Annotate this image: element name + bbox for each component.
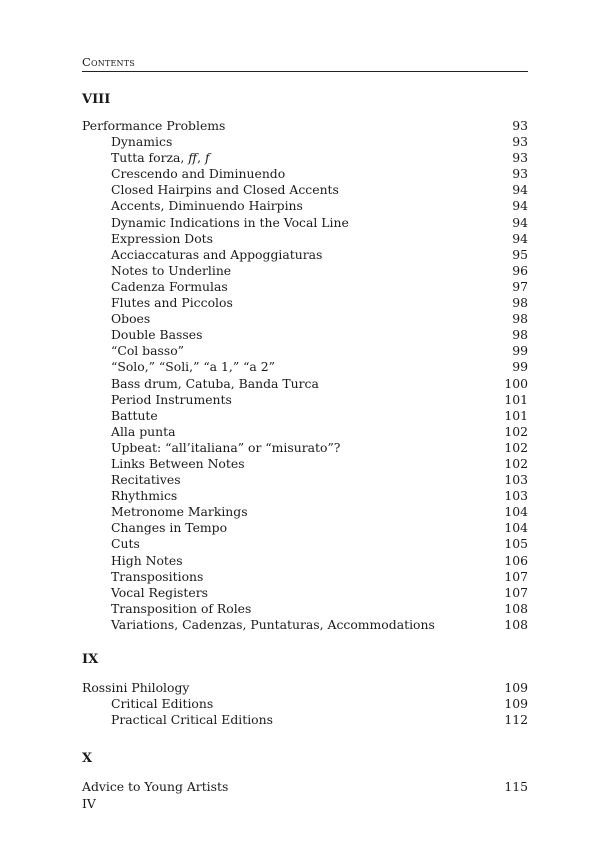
toc-entry[interactable] (82, 279, 528, 295)
toc-entry[interactable] (82, 134, 528, 150)
toc-entry[interactable] (82, 520, 528, 536)
toc-entry-title: Advice to Young Artists (82, 779, 229, 794)
toc-entry-page: 109 (504, 696, 528, 712)
toc-entry-title: Practical Critical Editions (111, 712, 273, 728)
section-viii (82, 91, 528, 633)
toc-entry-page: 112 (504, 712, 528, 728)
toc-entry-title: “Col basso” (111, 343, 185, 359)
toc-entry-page: 102 (504, 455, 528, 471)
toc-entry-page: 93 (512, 118, 528, 133)
toc-entry[interactable] (82, 712, 528, 728)
section-numeral: VIII (82, 92, 111, 107)
toc-entry-title: Recitatives (111, 472, 181, 488)
toc-entry[interactable] (82, 617, 528, 633)
toc-entry[interactable] (82, 472, 528, 488)
entry-list (82, 118, 528, 633)
section-x (82, 750, 528, 795)
toc-entry-page: 99 (512, 343, 528, 359)
toc-entry-title: Bass drum, Catuba, Banda Turca (111, 375, 319, 391)
toc-entry-page: 105 (504, 536, 528, 552)
toc-entry-title: Rhythmics (111, 488, 178, 504)
toc-entry-title: Closed Hairpins and Closed Accents (111, 182, 339, 198)
running-header: Contents (82, 55, 135, 69)
toc-entry-page: 108 (504, 600, 528, 616)
toc-entry-page: 97 (512, 278, 528, 294)
toc-entry[interactable] (82, 392, 528, 408)
toc-entry-title: Performance Problems (82, 118, 226, 133)
toc-entry[interactable] (82, 696, 528, 712)
toc-entry-page: 107 (504, 568, 528, 584)
toc-entry-page: 101 (504, 407, 528, 423)
toc-entry[interactable] (82, 118, 528, 134)
toc-entry[interactable] (82, 585, 528, 601)
toc-entry-title: Dynamic Indications in the Vocal Line (111, 214, 349, 230)
toc-entry[interactable] (82, 376, 528, 392)
page-folio: IV (82, 796, 96, 811)
toc-entry-title: Transpositions (111, 568, 204, 584)
toc-entry[interactable] (82, 779, 528, 795)
toc-entry-page: 107 (504, 584, 528, 600)
toc-entry-page: 99 (512, 359, 528, 375)
toc-entry-title: Double Basses (111, 327, 203, 343)
toc-entry-page: 96 (512, 262, 528, 278)
toc-entry[interactable] (82, 359, 528, 375)
section-numeral: IX (82, 652, 99, 667)
toc-entry[interactable] (82, 182, 528, 198)
toc-entry[interactable] (82, 440, 528, 456)
toc-entry-page: 93 (512, 150, 528, 166)
toc-entry[interactable] (82, 215, 528, 231)
toc-entry[interactable] (82, 680, 528, 696)
toc-entry-title: Battute (111, 407, 158, 423)
toc-entry[interactable] (82, 424, 528, 440)
section-ix (82, 651, 528, 728)
toc-entry-title: Upbeat: “all’italiana” or “misurato”? (111, 439, 341, 455)
toc-entry-title: Tutta forza, ff, f (111, 150, 210, 166)
toc-entry-page: 101 (504, 391, 528, 407)
toc-entry[interactable] (82, 488, 528, 504)
toc-entry-title: Alla punta (111, 423, 176, 439)
toc-entry-title: Accents, Diminuendo Hairpins (111, 198, 303, 214)
toc-entry[interactable] (82, 198, 528, 214)
toc-entry-title: Rossini Philology (82, 680, 190, 695)
toc-entry-title: Notes to Underline (111, 262, 232, 278)
toc-entry-page: 93 (512, 166, 528, 182)
toc-entry[interactable] (82, 536, 528, 552)
toc-entry[interactable] (82, 343, 528, 359)
toc-entry[interactable] (82, 247, 528, 263)
toc-entry-title: Period Instruments (111, 391, 232, 407)
toc-entry[interactable] (82, 231, 528, 247)
toc-entry-page: 104 (504, 520, 528, 536)
toc-entry-title: Oboes (111, 311, 151, 327)
toc-entry-page: 94 (512, 214, 528, 230)
toc-entry-title: High Notes (111, 552, 183, 568)
toc-entry-page: 102 (504, 423, 528, 439)
toc-entry-page: 109 (504, 680, 528, 695)
toc-entry[interactable] (82, 504, 528, 520)
toc-entry-title: Metronome Markings (111, 504, 248, 520)
toc-entry[interactable] (82, 456, 528, 472)
toc-entry-page: 98 (512, 327, 528, 343)
toc-entry-page: 103 (504, 472, 528, 488)
toc-entry-title: Cuts (111, 536, 140, 552)
toc-entry-page: 104 (504, 504, 528, 520)
toc-page (82, 0, 528, 864)
entry-list (82, 680, 528, 728)
toc-entry[interactable] (82, 553, 528, 569)
section-numeral: X (82, 751, 93, 766)
toc-entry-page: 93 (512, 134, 528, 150)
toc-entry-title: Crescendo and Diminuendo (111, 166, 286, 182)
toc-entry-title: Vocal Registers (111, 584, 209, 600)
toc-entry[interactable] (82, 150, 528, 166)
toc-entry-title: Variations, Cadenzas, Puntaturas, Accommodations (111, 616, 435, 632)
toc-entry-title: “Solo,” “Soli,” “a 1,” “a 2” (111, 359, 275, 375)
toc-entry-title: Flutes and Piccolos (111, 295, 233, 311)
toc-entry-page: 102 (504, 439, 528, 455)
toc-entry[interactable] (82, 311, 528, 327)
toc-entry[interactable] (82, 408, 528, 424)
toc-entry-page: 94 (512, 198, 528, 214)
toc-entry[interactable] (82, 601, 528, 617)
toc-entry-page: 115 (504, 779, 528, 794)
toc-entry-title: Expression Dots (111, 230, 214, 246)
toc-entry-title: Transposition of Roles (111, 600, 252, 616)
toc-entry-page: 98 (512, 311, 528, 327)
toc-entry-page: 94 (512, 182, 528, 198)
toc-entry[interactable] (82, 327, 528, 343)
toc-entry-title: Links Between Notes (111, 455, 245, 471)
toc-entry-title: Critical Editions (111, 696, 214, 712)
toc-entry-page: 106 (504, 552, 528, 568)
toc-entry-page: 95 (512, 246, 528, 262)
toc-entry-page: 94 (512, 230, 528, 246)
toc-entry[interactable] (82, 263, 528, 279)
toc-entry-page: 108 (504, 616, 528, 632)
toc-entry-page: 98 (512, 295, 528, 311)
toc-entry-page: 103 (504, 488, 528, 504)
toc-entry-title: Changes in Tempo (111, 520, 228, 536)
toc-entry-title: Cadenza Formulas (111, 278, 228, 294)
toc-entry-title: Acciaccaturas and Appoggiaturas (111, 246, 323, 262)
header-rule (82, 71, 528, 72)
toc-entry[interactable] (82, 569, 528, 585)
toc-entry[interactable] (82, 295, 528, 311)
toc-entry[interactable] (82, 166, 528, 182)
toc-entry-title: Dynamics (111, 134, 173, 150)
entry-list (82, 779, 528, 795)
toc-entry-page: 100 (504, 375, 528, 391)
